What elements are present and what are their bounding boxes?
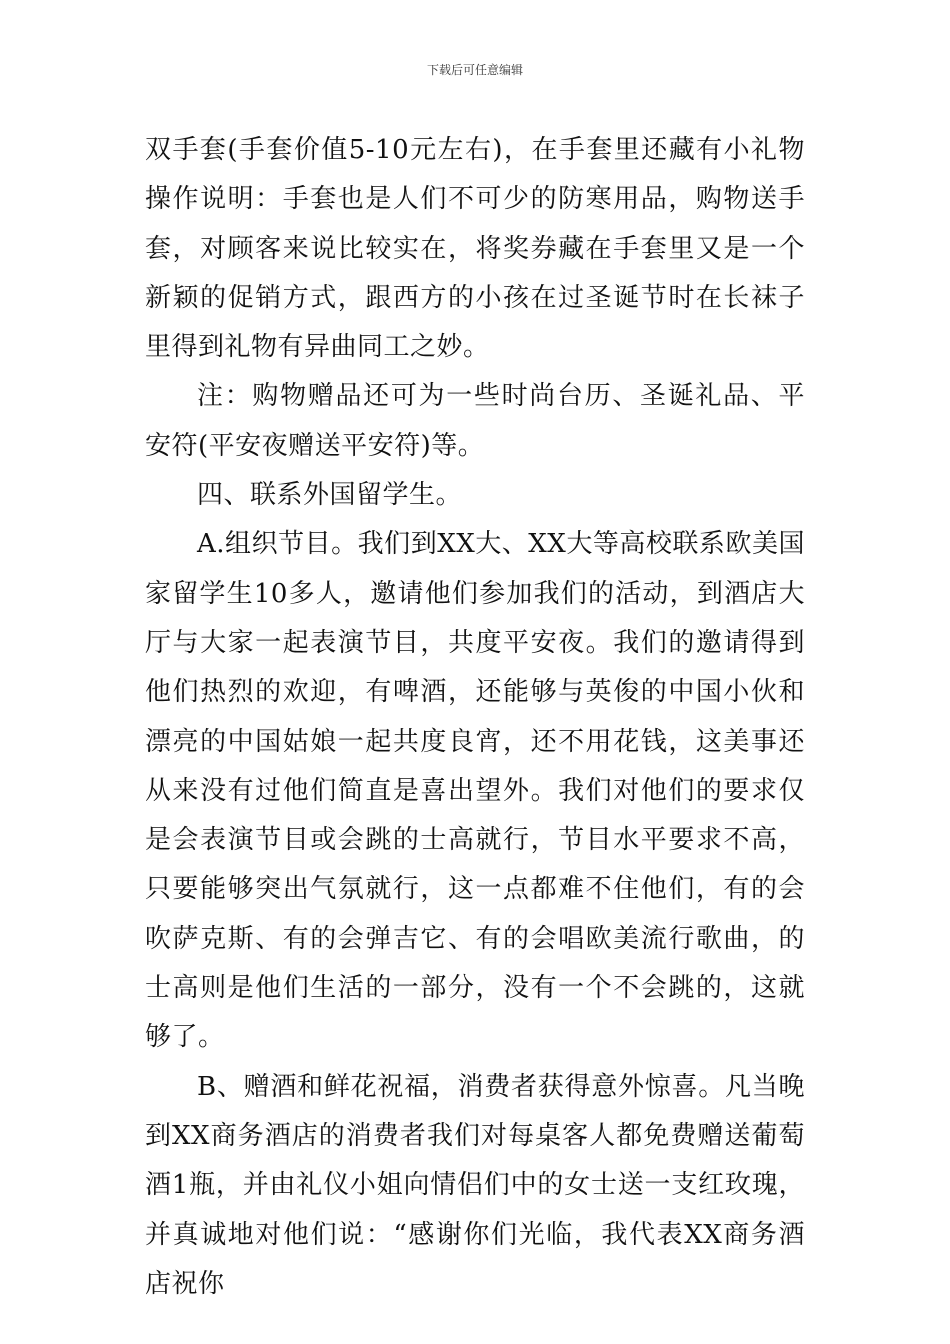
- section-heading-4: 四、联系外国留学生。: [197, 480, 463, 511]
- paragraph-note: 注：购物赠品还可为一些时尚台历、圣诞礼品、平安符(平安夜赠送平安符)等。: [145, 381, 805, 461]
- paragraph-a-program: A.组织节目。我们到XX大、XX大等高校联系欧美国家留学生10多人，邀请他们参加我们的活动，到酒店大厅与大家一起表演节目，共度平安夜。我们的邀请得到他们热烈的欢迎，有啤酒，还能够与英俊的中国小伙和漂亮的中国姑娘一起共度良宵，还不用花钱，这美事还从来没有过他们简直是喜出望外。我们对他们的要求仅是会表演节目或会跳的士高就行，节目水平要求不高，只要能够突出气氛就行，这一点都难不住他们，有的会吹萨克斯、有的会弹吉它、有的会唱欧美流行歌曲，的士高则是他们生活的一部分，没有一个不会跳的，这就够了。: [145, 529, 805, 1053]
- paragraph-gloves: 双手套(手套价值5-10元左右)，在手套里还藏有小礼物操作说明：手套也是人们不可少的防寒用品，购物送手套，对顾客来说比较实在，将奖券藏在手套里又是一个新颖的促销方式，跟西方的小孩在过圣诞节时在长袜子里得到礼物有异曲同工之妙。: [145, 135, 805, 363]
- page-header: 下载后可任意编辑: [426, 63, 523, 77]
- document-body: [145, 126, 805, 1309]
- paragraph-b-gifts: B、赠酒和鲜花祝福，消费者获得意外惊喜。凡当晚到XX商务酒店的消费者我们对每桌客人都免费赠送葡萄酒1瓶，并由礼仪小姐向情侣们中的女士送一支红玫瑰，并真诚地对他们说：“感谢你们光临，我代表XX商务酒店祝你: [145, 1071, 805, 1299]
